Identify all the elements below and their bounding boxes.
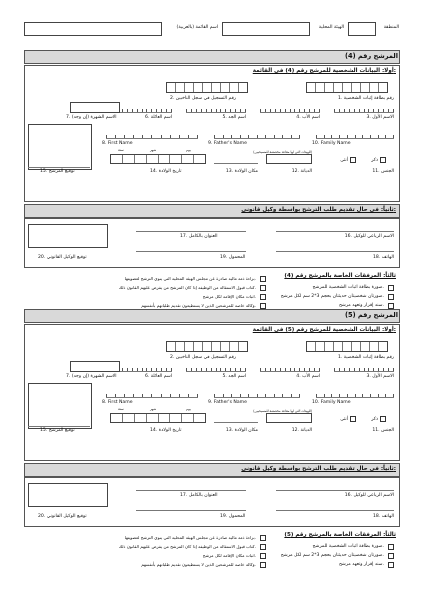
latin-first-name-ticks [106,394,198,397]
candidate-signature-label: 15. توقيع المرشح [40,169,75,174]
attachment-item: اثبات مكان الإقامة لكل مرشح. [202,294,256,299]
birthdate-part-label: شهر [150,407,157,411]
attachment-checkbox[interactable] [260,535,266,541]
religion-label: 12. الديانة [291,169,312,174]
photo-box[interactable] [28,383,92,429]
first-name-line[interactable] [334,112,394,113]
agent-phone-label: 18. الهاتف [372,255,394,260]
latin-father-name-line[interactable] [214,138,300,139]
family-name-line[interactable] [112,371,172,372]
birthplace-line[interactable] [214,422,258,423]
photo-box[interactable] [28,124,92,170]
latin-first-name-label: 8. First Name [102,400,133,405]
agent-name-line[interactable] [276,490,394,491]
latin-family-name-label: 10. Family Name [312,141,351,146]
grandfather-name-line[interactable] [186,112,246,113]
gender-label: 11. الجنس [372,169,394,174]
birthdate-label: 14. تاريخ الولادة [150,428,182,433]
agent-mobile-label: 19. المحمول [220,514,246,519]
first-name-label: 3. الاسم الأول [366,374,394,379]
birthdate-part-label: يوم [186,407,191,411]
nickname-field[interactable] [70,361,120,372]
voter-reg-label: 2. رقم التسجيل في سجل الناخبين [169,96,236,101]
birthdate-cells[interactable] [110,154,206,164]
family-name-line[interactable] [112,112,172,113]
attachment-item: سند إقرار وتعهد مرشح. [338,562,384,567]
attachment-item: صورتان شخصيتان حديثتان بحجم 3*2 سم لكل مرشح. [280,553,384,558]
candidate-signature-line[interactable] [28,167,90,168]
family-name-label: 6. اسم العائلة [144,115,172,120]
grandfather-name-ticks [186,109,246,112]
birthdate-label: 14. تاريخ الولادة [150,169,182,174]
attachment-checkbox[interactable] [388,553,394,559]
latin-father-name-ticks [214,135,300,138]
attachment-checkbox[interactable] [260,285,266,291]
personal-info-heading: أولا: البيانات الشخصية للمرشح رقم (4) في القائمة: [252,68,396,74]
candidate-signature-line[interactable] [28,426,90,427]
latin-family-name-line[interactable] [316,397,394,398]
grandfather-name-ticks [186,368,246,371]
first-name-ticks [334,368,394,371]
female-checkbox[interactable] [350,416,356,422]
candidate-title-bar [24,309,400,323]
religion-label: 12. الديانة [291,428,312,433]
agent-mobile-line[interactable] [136,251,246,252]
father-name-label: 4. اسم الأب [296,374,320,379]
female-label: أنثى [340,417,348,422]
attachment-checkbox[interactable] [260,294,266,300]
gender-label: 11. الجنس [372,428,394,433]
male-label: ذكر [371,158,378,163]
agent-mobile-line[interactable] [136,510,246,511]
agent-signature-label: 20. توقيع الوكيل القانوني [38,514,87,519]
candidate-block [0,309,424,567]
agent-signature-label: 20. توقيع الوكيل القانوني [38,255,87,260]
female-checkbox[interactable] [350,157,356,163]
birthplace-label: 13. مكان الولادة [225,169,258,174]
agent-signature-box[interactable] [28,483,108,507]
id-number-label: 1. رقم بطاقة إثبات الشخصية [337,355,394,360]
female-label: أنثى [340,158,348,163]
list-name-field[interactable] [24,22,162,36]
latin-family-name-ticks [316,135,394,138]
voter-reg-cells[interactable] [166,341,248,352]
candidate-title: المرشح رقم (4) [345,52,398,60]
body-label: الهيئة المحلية [318,25,344,30]
voter-reg-cells[interactable] [166,82,248,93]
nickname-label: 7. الاسم الشهرة (إن وجد) [66,374,117,379]
header-row [24,22,400,36]
birthdate-part-label: يوم [186,148,191,152]
agent-signature-box[interactable] [28,224,108,248]
latin-father-name-label: 9. Father's Name [208,141,247,146]
attachment-item: صورة بطاقة اثبات الشخصية للمرشح. [312,285,384,290]
birthdate-part-label: سنة [118,407,124,411]
latin-first-name-line[interactable] [106,138,198,139]
id-number-cells[interactable] [306,82,388,93]
first-name-ticks [334,109,394,112]
family-name-label: 6. اسم العائلة [144,374,172,379]
candidate-title: المرشح رقم (5) [345,311,398,319]
attachments-heading: ثالثاً: المرفقات الخاصة بالمرشح رقم (5) [284,532,396,538]
grandfather-name-label: 5. اسم الجد [222,374,246,379]
birthplace-label: 13. مكان الولادة [225,428,258,433]
agent-phone-label: 18. الهاتف [372,514,394,519]
attachment-checkbox[interactable] [388,544,394,550]
agent-address-line[interactable] [136,231,246,232]
agent-name-label: 16. الاسم الرباعي للوكيل [344,234,394,239]
latin-family-name-line[interactable] [316,138,394,139]
father-name-line[interactable] [260,371,320,372]
father-name-ticks [260,109,320,112]
attachment-item: براءة ذمة مالية صادرة عن مجلس الهيئة المحلية التي ينوي الترشح لعضويتها. [124,276,256,281]
latin-first-name-line[interactable] [106,397,198,398]
attachment-checkbox[interactable] [260,276,266,282]
attachment-item: براءة ذمة مالية صادرة عن مجلس الهيئة المحلية التي ينوي الترشح لعضويتها. [124,535,256,540]
attachment-checkbox[interactable] [388,562,394,568]
agent-phone-line[interactable] [276,251,394,252]
id-number-label: 1. رقم بطاقة إثبات الشخصية [337,96,394,101]
birthdate-part-label: شهر [150,148,157,152]
list-name-label: اسم القائمة (بالعربية) [176,25,218,30]
religion-note: (للهيئات التي لها مقاعد مخصصة للمسيحيين) [253,409,312,413]
attachment-checkbox[interactable] [260,544,266,550]
agent-address-label: 17. العنوان بالكامل [180,234,218,239]
agent-heading: ثانياً: في حال تقديم طلب الترشح بواسطة وكيل قانوني: [241,466,396,472]
agent-heading: ثانياً: في حال تقديم طلب الترشح بواسطة وكيل قانوني: [241,207,396,213]
first-name-line[interactable] [334,371,394,372]
male-label: ذكر [371,417,378,422]
male-checkbox[interactable] [380,416,386,422]
father-name-label: 4. اسم الأب [296,115,320,120]
attachment-checkbox[interactable] [260,562,266,568]
agent-mobile-label: 19. المحمول [220,255,246,260]
nickname-field[interactable] [70,102,120,113]
agent-address-line[interactable] [136,490,246,491]
attachment-item: صورتان شخصيتان حديثتان بحجم 3*2 سم لكل مرشح. [280,294,384,299]
latin-father-name-line[interactable] [214,397,300,398]
grandfather-name-line[interactable] [186,371,246,372]
attachment-item: كتاب قبول الاستقالة من الوظيفة إذا كان المرشح من يفرض عليهم القانون ذلك. [118,544,256,549]
region-label: المنطقة [383,25,399,30]
agent-name-line[interactable] [276,231,394,232]
candidate-title-bar [24,50,400,64]
voter-reg-label: 2. رقم التسجيل في سجل الناخبين [169,355,236,360]
candidate-signature-label: 15. توقيع المرشح [40,428,75,433]
region-field[interactable] [348,22,376,36]
agent-address-label: 17. العنوان بالكامل [180,493,218,498]
latin-first-name-ticks [106,135,198,138]
religion-field[interactable] [266,413,312,423]
religion-note: (للهيئات التي لها مقاعد مخصصة للمسيحيين) [253,150,312,154]
candidate-block [0,50,424,308]
latin-family-name-label: 10. Family Name [312,400,351,405]
attachment-checkbox[interactable] [388,294,394,300]
attachment-checkbox[interactable] [260,553,266,559]
latin-father-name-ticks [214,394,300,397]
birthplace-line[interactable] [214,163,258,164]
latin-family-name-ticks [316,394,394,397]
family-name-ticks [112,109,172,112]
agent-phone-line[interactable] [276,510,394,511]
body-field[interactable] [222,22,310,36]
father-name-ticks [260,368,320,371]
latin-first-name-label: 8. First Name [102,141,133,146]
male-checkbox[interactable] [380,157,386,163]
attachments-heading: ثالثاً: المرفقات الخاصة بالمرشح رقم (4) [284,273,396,279]
religion-field[interactable] [266,154,312,164]
attachment-item: صورة بطاقة اثبات الشخصية للمرشح. [312,544,384,549]
attachment-item: اثبات مكان الإقامة لكل مرشح. [202,553,256,558]
family-name-ticks [112,368,172,371]
attachment-item: سند إقرار وتعهد مرشح. [338,303,384,308]
birthdate-cells[interactable] [110,413,206,423]
agent-name-label: 16. الاسم الرباعي للوكيل [344,493,394,498]
father-name-line[interactable] [260,112,320,113]
birthdate-part-label: سنة [118,148,124,152]
first-name-label: 3. الاسم الأول [366,115,394,120]
latin-father-name-label: 9. Father's Name [208,400,247,405]
attachment-item: وكالة خاصة للمرشحين الذين لا يستطيعون تقديم طلباتهم بأنفسهم. [141,303,256,308]
personal-info-heading: أولا: البيانات الشخصية للمرشح رقم (5) في القائمة: [252,327,396,333]
grandfather-name-label: 5. اسم الجد [222,115,246,120]
nickname-label: 7. الاسم الشهرة (إن وجد) [66,115,117,120]
attachment-item: كتاب قبول الاستقالة من الوظيفة إذا كان المرشح من يفرض عليهم القانون ذلك. [118,285,256,290]
id-number-cells[interactable] [306,341,388,352]
attachment-checkbox[interactable] [388,285,394,291]
attachment-item: وكالة خاصة للمرشحين الذين لا يستطيعون تقديم طلباتهم بأنفسهم. [141,562,256,567]
